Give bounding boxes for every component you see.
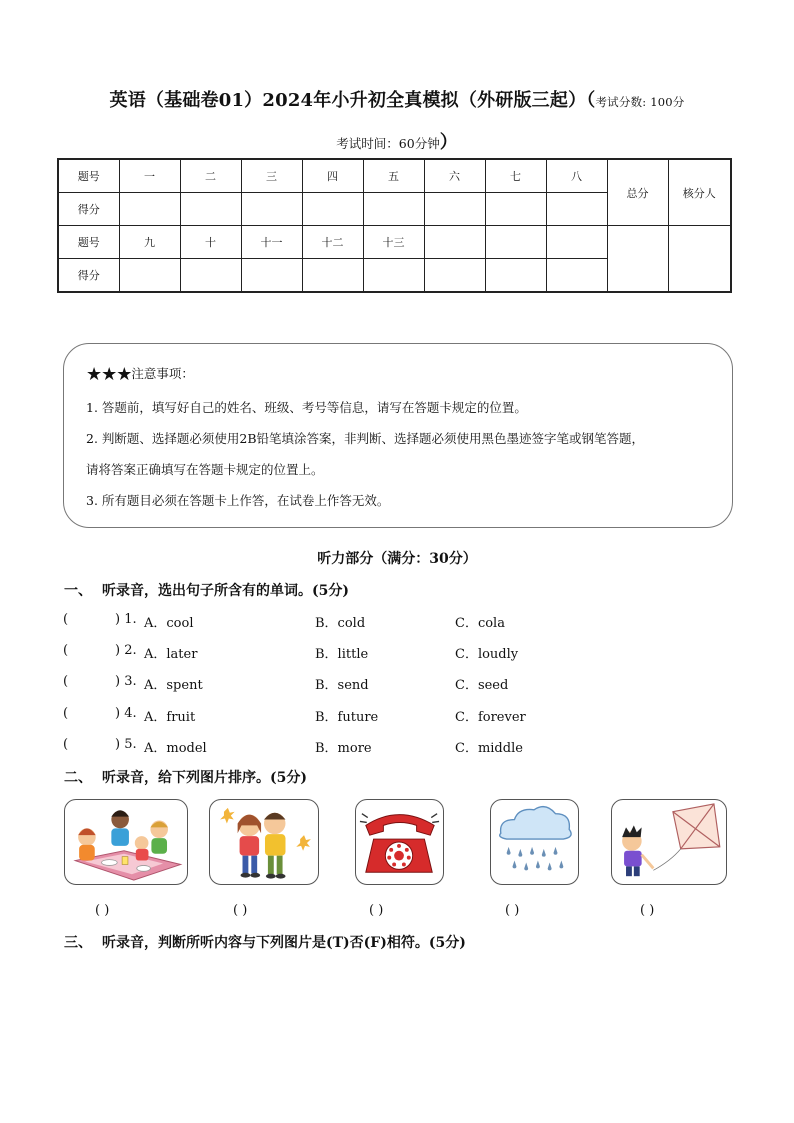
option-c: C．loudly — [455, 647, 519, 662]
option-b: B．more — [315, 741, 372, 756]
score-cell — [241, 259, 302, 293]
notice-line: 3. 所有题目必须在答题卡上作答，在试卷上作答无效。 — [86, 493, 390, 508]
score-cell — [119, 193, 180, 226]
answer-blank-open: ( — [63, 643, 69, 658]
picture-order-blank[interactable]: ( ) — [233, 903, 248, 918]
option-a: A．fruit — [144, 710, 196, 725]
question-num-cell: 六 — [424, 159, 485, 193]
children-walking-image — [209, 799, 319, 885]
table-label: 得分 — [58, 193, 119, 226]
question-row — [63, 612, 743, 630]
question-num-cell: 五 — [363, 159, 424, 193]
section-title: 听录音，判断所听内容与下列图片是(T)否(F)相符。(5分) — [102, 935, 466, 951]
section-number: 三、 — [64, 935, 92, 951]
section-number: 二、 — [64, 770, 92, 786]
answer-blank-open: ( — [63, 737, 69, 752]
table-label: 得分 — [58, 259, 119, 293]
question-num-cell: 十一 — [241, 226, 302, 259]
section-number: 一、 — [64, 583, 92, 599]
question-num-cell: 一 — [119, 159, 180, 193]
exam-time-note: 考试时间：60分钟 — [336, 136, 440, 151]
question-row — [63, 674, 743, 692]
question-num-cell — [424, 226, 485, 259]
score-row-header-1 — [58, 159, 731, 193]
score-cell — [302, 259, 363, 293]
option-c: C．cola — [455, 616, 505, 631]
section-3-heading — [64, 932, 466, 952]
boy-kite-image — [611, 799, 727, 885]
title-close-paren: ） — [439, 132, 458, 153]
question-num-cell — [546, 226, 607, 259]
notice-line: 2. 判断题、选择题必须使用2B铅笔填涂答案，非判断、选择题必须使用黑色墨迹签字笔或钢笔答题， — [86, 431, 645, 446]
question-row — [63, 643, 743, 661]
question-num-cell — [485, 226, 546, 259]
answer-blank-open: ( — [63, 612, 69, 627]
question-num-cell: 十二 — [302, 226, 363, 259]
score-cell — [363, 193, 424, 226]
telephone-image — [355, 799, 444, 885]
score-cell — [424, 193, 485, 226]
total-score-header: 总分 — [607, 159, 668, 226]
listening-heading: 听力部分（满分：30分） — [317, 551, 477, 567]
score-cell — [485, 193, 546, 226]
picture-order-blank[interactable]: ( ) — [640, 903, 655, 918]
score-cell — [546, 193, 607, 226]
option-a: A．spent — [144, 678, 203, 693]
question-num-cell: 九 — [119, 226, 180, 259]
table-label: 题号 — [58, 226, 119, 259]
rain-cloud-image — [490, 799, 579, 885]
notice-box — [63, 343, 733, 528]
score-cell — [119, 259, 180, 293]
star-icon: ★★★ — [86, 364, 132, 385]
answer-blank-open: ( — [63, 674, 69, 689]
option-c: C．middle — [455, 741, 523, 756]
question-number: ) 1. — [115, 612, 137, 627]
question-number: ) 4. — [115, 706, 137, 721]
option-b: B．little — [315, 647, 369, 662]
score-cell — [180, 259, 241, 293]
exam-title — [0, 86, 794, 112]
option-b: B．send — [315, 678, 369, 693]
question-num-cell: 十三 — [363, 226, 424, 259]
score-row-header-2 — [58, 226, 731, 259]
question-number: ) 2. — [115, 643, 137, 658]
picnic-image — [64, 799, 188, 885]
notice-heading-text: 注意事项： — [131, 366, 194, 381]
score-cell — [180, 193, 241, 226]
total-score-cell — [607, 226, 668, 293]
section-1-heading — [64, 580, 349, 600]
question-num-cell: 十 — [180, 226, 241, 259]
question-num-cell: 八 — [546, 159, 607, 193]
table-label: 题号 — [58, 159, 119, 193]
section-2-heading — [64, 767, 307, 787]
question-number: ) 3. — [115, 674, 137, 689]
option-c: C．forever — [455, 710, 526, 725]
picture-order-blank[interactable]: ( ) — [369, 903, 384, 918]
checker-cell — [668, 226, 731, 293]
option-a: A．cool — [144, 616, 194, 631]
score-cell — [424, 259, 485, 293]
section-title: 听录音，选出句子所含有的单词。(5分) — [102, 583, 349, 599]
picture-order-blank[interactable]: ( ) — [95, 903, 110, 918]
section-title: 听录音，给下列图片排序。(5分) — [102, 770, 307, 786]
option-a: A．model — [144, 741, 207, 756]
option-a: A．later — [144, 647, 198, 662]
notice-line: 1. 答题前，填写好自己的姓名、班级、考号等信息，请写在答题卡规定的位置。 — [86, 400, 527, 415]
question-row — [63, 706, 743, 724]
score-table — [57, 158, 732, 293]
picture-order-blank[interactable]: ( ) — [505, 903, 520, 918]
question-num-cell: 四 — [302, 159, 363, 193]
question-number: ) 5. — [115, 737, 137, 752]
title-open-paren: （ — [586, 90, 596, 111]
question-num-cell: 三 — [241, 159, 302, 193]
option-b: B．future — [315, 710, 379, 725]
question-num-cell: 七 — [485, 159, 546, 193]
question-num-cell: 二 — [180, 159, 241, 193]
question-row — [63, 737, 743, 755]
checker-header: 核分人 — [668, 159, 731, 226]
answer-blank-open: ( — [63, 706, 69, 721]
notice-heading — [86, 364, 194, 385]
score-cell — [302, 193, 363, 226]
exam-subtitle — [0, 128, 794, 154]
notice-line: 请将答案正确填写在答题卡规定的位置上。 — [86, 462, 324, 477]
score-cell — [241, 193, 302, 226]
score-cell — [363, 259, 424, 293]
exam-score-note: 考试分数: 100分 — [595, 95, 685, 109]
score-cell — [485, 259, 546, 293]
score-cell — [546, 259, 607, 293]
exam-title-main: 英语（基础卷01）2024年小升初全真模拟（外研版三起） — [109, 90, 587, 111]
option-c: C．seed — [455, 678, 509, 693]
option-b: B．cold — [315, 616, 366, 631]
